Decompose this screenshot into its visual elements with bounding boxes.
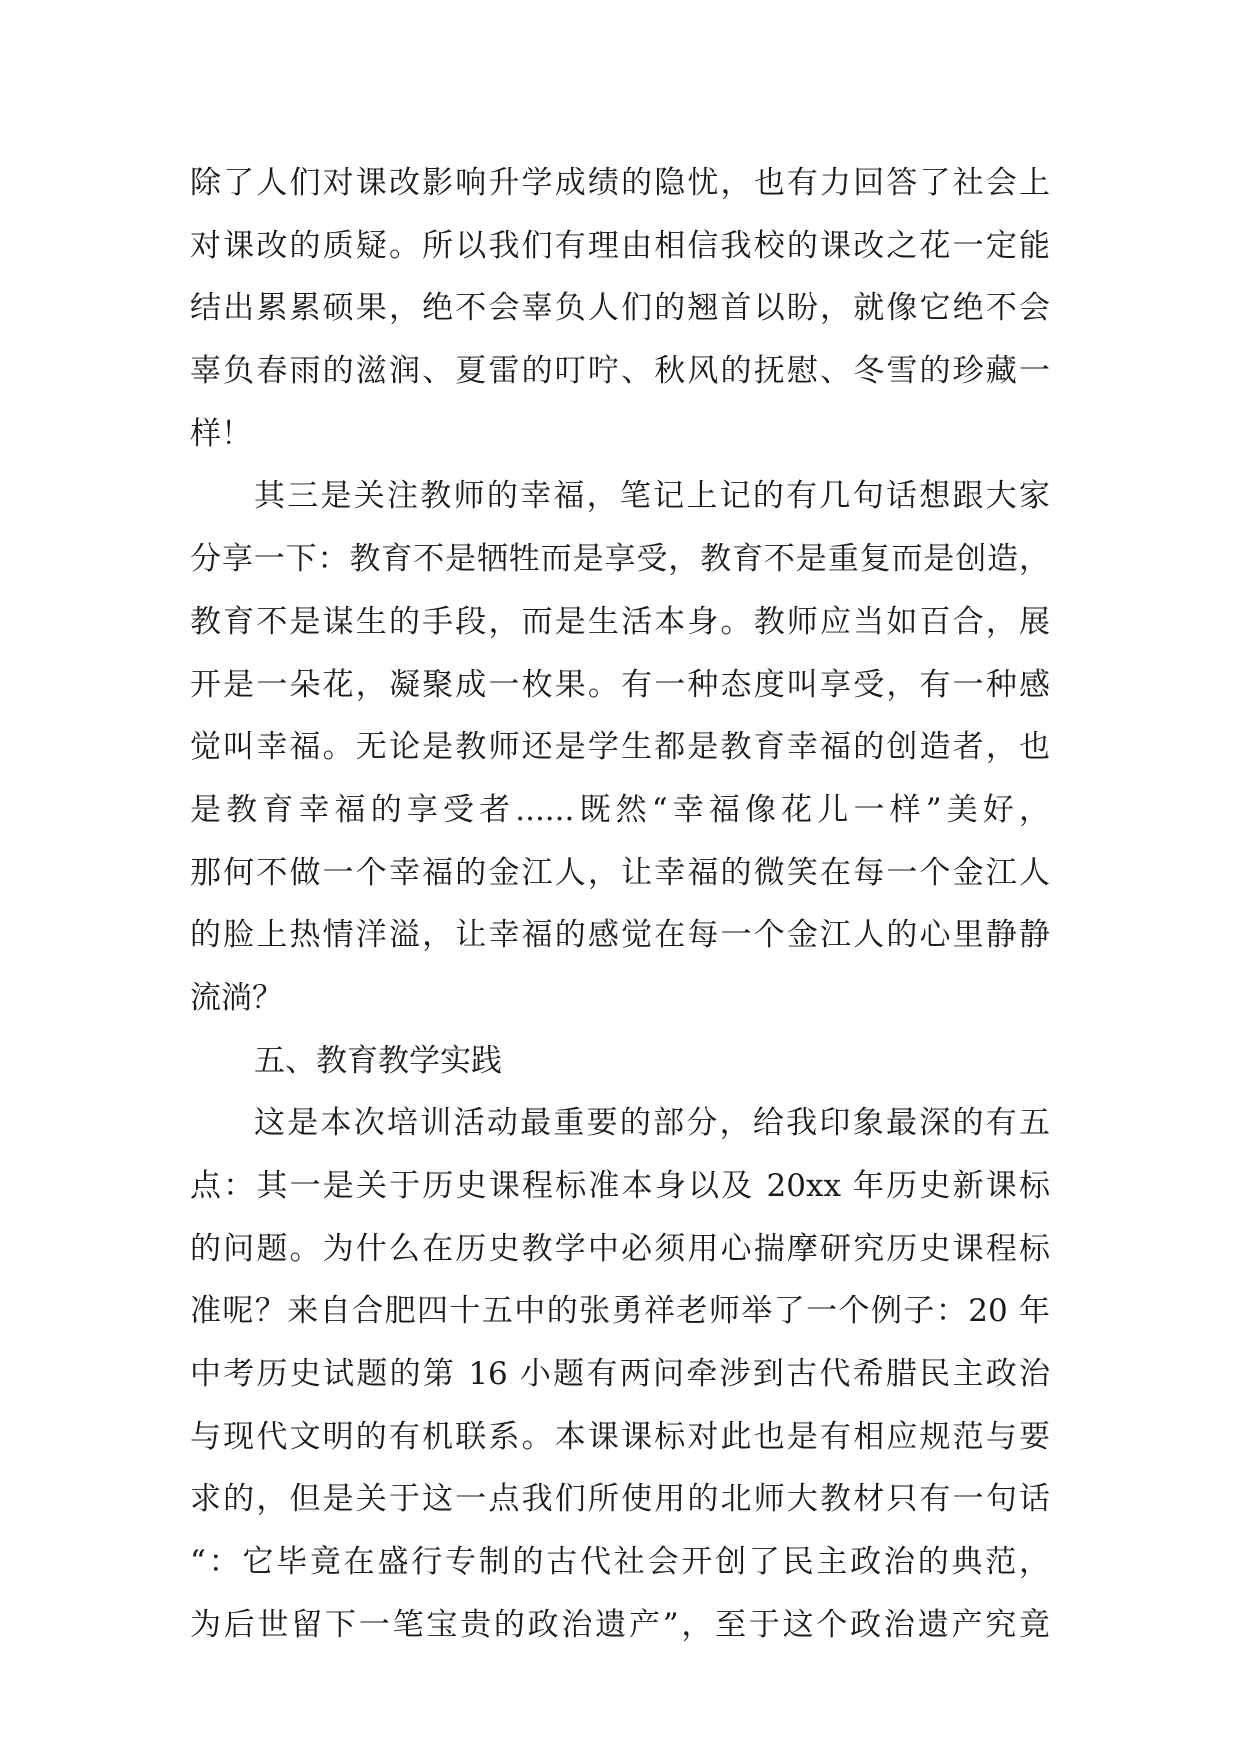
text-line: 除了人们对课改影响升学成绩的隐忧，也有力回答了社会上 [190,165,1050,201]
text-line: 准呢？来自合肥四十五中的张勇祥老师举了一个例子：20 年 [190,1293,1050,1330]
text-line: 与现代文明的有机联系。本课课标对此也是有相应规范与要 [190,1418,1050,1455]
text-line: 求的，但是关于这一点我们所使用的北师大教材只有一句话 [190,1481,1050,1518]
text-line: 辜负春雨的滋润、夏雷的叮咛、秋风的抚慰、冬雪的珍藏一 [190,353,1050,390]
paragraph-first-line: 其三是关注教师的幸福，笔记上记的有几句话想跟大家 [254,478,1050,515]
body-text [190,152,1050,1657]
text-line: 流淌？ [190,979,283,1016]
text-line: 对课改的质疑。所以我们有理由相信我校的课改之花一定能 [190,227,1050,264]
text-line: “：它毕竟在盛行专制的古代社会开创了民主政治的典范， [190,1544,1050,1581]
paragraph-first-line: 这是本次培训活动最重要的部分，给我印象最深的有五 [254,1105,1050,1142]
text-line: 的问题。为什么在历史教学中必须用心揣摩研究历史课程标 [190,1230,1050,1267]
text-line: 是教育幸福的享受者......既然“幸福像花儿一样”美好， [190,791,1050,828]
text-line: 的脸上热情洋溢，让幸福的感觉在每一个金江人的心里静静 [190,917,1050,954]
text-line: 开是一朵花，凝聚成一枚果。有一种态度叫享受，有一种感 [190,666,1050,703]
text-line: 分享一下：教育不是牺牲而是享受，教育不是重复而是创造， [190,541,1050,578]
text-line: 结出累累硕果，绝不会辜负人们的翘首以盼，就像它绝不会 [190,290,1050,327]
text-line: 点：其一是关于历史课程标准本身以及 20xx 年历史新课标 [190,1168,1050,1204]
text-line: 中考历史试题的第 16 小题有两问牵涉到古代希腊民主政治 [190,1356,1050,1393]
text-line: 觉叫幸福。无论是教师还是学生都是教育幸福的创造者，也 [190,729,1050,766]
text-line: 样！ [190,415,252,452]
section-heading: 五、教育教学实践 [254,1042,502,1079]
text-line: 那何不做一个幸福的金江人，让幸福的微笑在每一个金江人 [190,854,1050,891]
text-line: 为后世留下一笔宝贵的政治遗产”，至于这个政治遗产究竟 [190,1606,1050,1643]
text-line: 教育不是谋生的手段，而是生活本身。教师应当如百合，展 [190,603,1050,640]
